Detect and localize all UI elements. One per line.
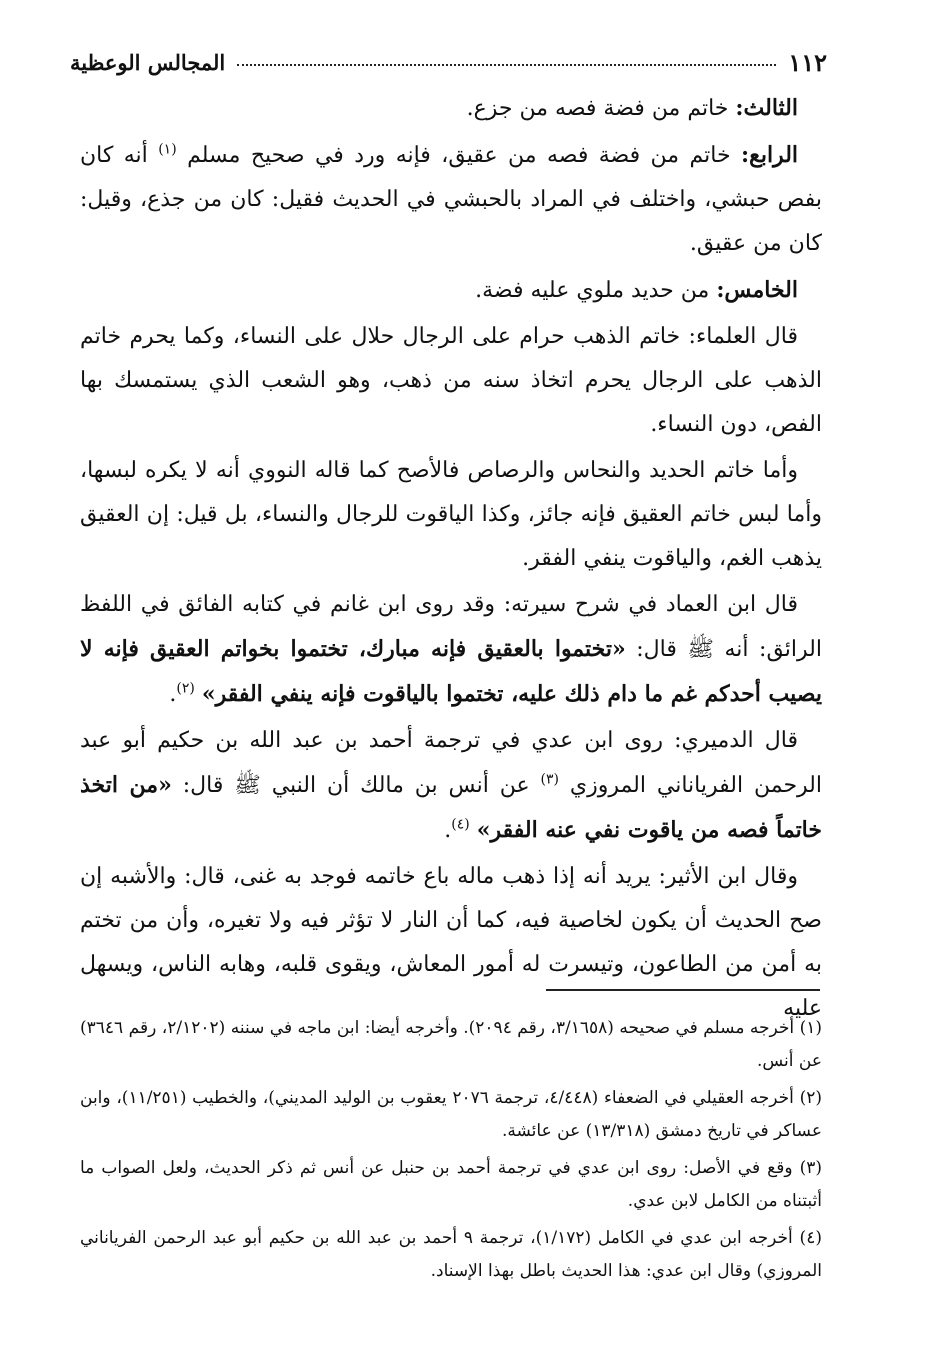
item-label-fourth: الرابع: bbox=[740, 142, 799, 168]
footnote-ref-4: (٤) bbox=[451, 816, 470, 833]
running-header bbox=[70, 44, 827, 80]
paragraph-ibn-alathir: وقال ابن الأثير: يريد أنه إذا ذهب ماله باع خاتمه فوجد به غنى، قال: والأشبه إن صح الحديث أن يكون لخاصية فيه، كما أن النار لا تؤثر فيه ولا تغيره، وأن من تختم به أمن من الطاعون، وتيسرت له أمور المعاش، ويقوى قلبه، وهابه الناس، ويسهل عليه bbox=[80, 864, 822, 1021]
footnote-1: (١) أخرجه مسلم في صحيحه (٣/١٦٥٨، رقم ٢٠٩٤). وأخرجه أيضا: ابن ماجه في سننه (٢/١٢٠٢، رقم ٣٦٤٦) عن أنس. bbox=[80, 1018, 822, 1071]
header-dotted-rule bbox=[237, 64, 776, 66]
page-number: ١١٢ bbox=[788, 47, 827, 77]
item-label-fifth: الخامس: bbox=[716, 277, 798, 303]
paragraph-ibn-alimad bbox=[80, 583, 822, 717]
footnote-3: (٣) وقع في الأصل: روى ابن عدي في ترجمة أحمد بن حنبل عن أنس ثم ذكر الحديث، ولعل الصواب ما أثبتناه من الكامل لابن عدي. bbox=[80, 1158, 822, 1211]
paragraph-fourth bbox=[80, 133, 822, 266]
paragraph-damiri bbox=[80, 719, 822, 853]
paragraph-text: من حديد ملوي عليه فضة. bbox=[475, 278, 717, 303]
paragraph-text: قال ابن العماد في شرح سيرته: وقد روى ابن غانم في كتابه الفائق في اللفظ الرائق: أنه ﷺ قال: bbox=[80, 592, 822, 662]
running-title: المجالس الوعظية bbox=[70, 49, 226, 75]
paragraph-text: قال الدميري: روى ابن عدي في ترجمة أحمد بن عبد الله بن حكيم أبو عبد الرحمن الفرياناني المروزي bbox=[80, 728, 822, 798]
paragraph-text: خاتم من فضة فصه من عقيق، فإنه ورد في صحيح مسلم bbox=[176, 143, 741, 168]
paragraph-third bbox=[80, 86, 822, 131]
hadith-quote: «من اتخذ خاتماً فصه من ياقوت نفي عنه الفقر» bbox=[80, 772, 822, 843]
hadith-quote: «تختموا بالعقيق فإنه مبارك، تختموا بخواتم العقيق فإنه لا يصيب أحدكم غم ما دام ذلك عليه، تختموا بالياقوت فإنه ينفي الفقر» bbox=[80, 636, 822, 707]
footnote-ref-1: (١) bbox=[158, 141, 177, 158]
paragraph-text: أنه كان بفص حبشي، واختلف في المراد بالحبشي في الحديث فقيل: كان من جذع، وقيل: كان من عقيق. bbox=[80, 143, 822, 256]
paragraph-text: عن أنس بن مالك أن النبي ﷺ قال: bbox=[171, 773, 541, 798]
paragraph-text: . bbox=[444, 818, 452, 843]
footnote-ref-3: (٣) bbox=[540, 771, 559, 788]
paragraph-scholars: قال العلماء: خاتم الذهب حرام على الرجال حلال على النساء، وكما يحرم خاتم الذهب على الرجال يحرم اتخاذ سنه من ذهب، وهو الشعب الذي يستمسك بها الفص، دون النساء. bbox=[80, 324, 822, 437]
footnotes bbox=[80, 1012, 822, 1292]
paragraph-text: خاتم من فضة فصه من جزع. bbox=[466, 96, 736, 121]
item-label-third: الثالث: bbox=[735, 95, 798, 121]
footnote-ref-2: (٢) bbox=[176, 680, 195, 697]
paragraph-iron-ring: وأما خاتم الحديد والنحاس والرصاص فالأصح كما قاله النووي أنه لا يكره لبسها، وأما لبس خاتم العقيق فإنه جائز، وكذا الياقوت للرجال والنساء، بل قيل: إن العقيق يذهب الغم، والياقوت ينفي الفقر. bbox=[80, 458, 822, 571]
main-text bbox=[80, 86, 822, 1033]
paragraph-fifth bbox=[80, 268, 822, 313]
paragraph-text: . bbox=[169, 682, 177, 707]
footnote-separator bbox=[546, 989, 820, 991]
footnote-2: (٢) أخرجه العقيلي في الضعفاء (٤/٤٤٨، ترجمة ٢٠٧٦ يعقوب بن الوليد المديني)، والخطيب (١١/٢٥١)، وابن عساكر في تاريخ دمشق (١٣/٣١٨) عن عائشة. bbox=[80, 1088, 822, 1141]
footnote-4: (٤) أخرجه ابن عدي في الكامل (١/١٧٢)، ترجمة ٩ أحمد بن عبد الله بن حكيم أبو عبد الرحمن الفرياناني المروزي) وقال ابن عدي: هذا الحديث باطل بهذا الإسناد. bbox=[80, 1228, 822, 1281]
